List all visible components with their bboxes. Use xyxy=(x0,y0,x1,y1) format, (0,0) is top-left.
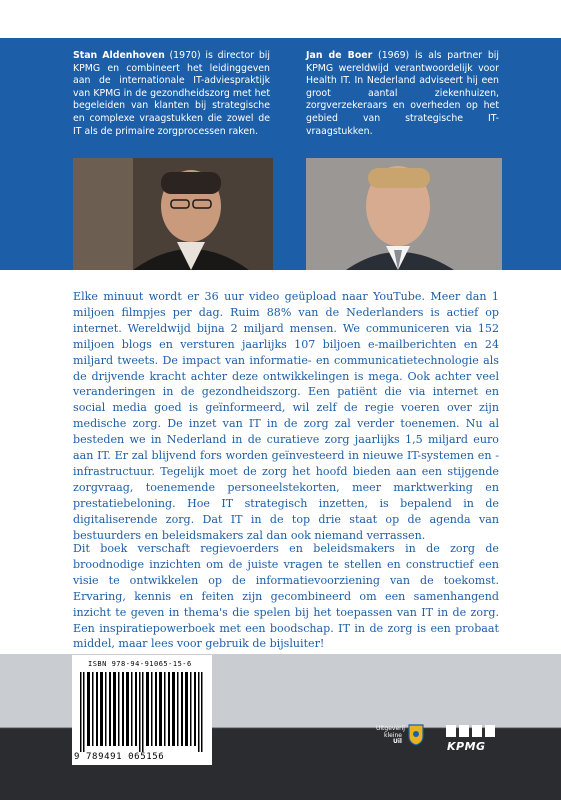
isbn-label: ISBN 978-94-91065-15-6 xyxy=(88,660,192,668)
author-name: Jan de Boer xyxy=(306,50,373,61)
publisher-line-1: Uitgeverij xyxy=(376,725,405,732)
blurb-paragraph-2: Dit boek verschaft regievoerders en beleidsmakers in de zorg de broodnodige inzichten om de juiste vragen te stellen en constructief een visie te ontwikkelen op de informatievoorziening van de toekomst. Ervaring, kennis en feiten zijn gecombineerd om een samenhangend inzicht te geven in thema's die spelen bij het toepassen van IT in de zorg. Een inspiratiepowerboek met een boodschap. IT in de zorg is een probaat middel, maar lees voor gebruik de bijsluiter! xyxy=(73,542,499,651)
kpmg-logo-text: KPMG xyxy=(447,740,486,753)
publisher-line-2: kleine xyxy=(384,731,402,739)
author-name: Stan Aldenhoven xyxy=(73,50,165,61)
blurb-paragraph-1: Elke minuut wordt er 36 uur video geüpload naar YouTube. Meer dan 1 miljoen filmpjes per dag. Ruim 88% van de Nederlanders is actief op internet. Wereldwijd bijna 2 miljard mensen. We communiceren via 152 miljoen blogs en versturen jaarlijks 107 biljoen e-mailberichten en 24 miljard tweets. De impact van informatie- en communicatietechnologie als de drijvende kracht achter deze ontwikkelingen is mega. Ook achter veel veranderingen in de gezondheidszorg. Een patiënt die via internet en social media goed is geïnformeerd, wil zelf de regie voeren over zijn medische zorg. De inzet van IT in de zorg zal verder toenemen. Nu al besteden we in Nederland in de curatieve zorg jaarlijks 1,5 miljard euro aan IT. Er zal blijvend fors worden geïnvesteerd in nieuwe IT-systemen en -infrastructuur. Tegelijk moet de zorg het hoofd bieden aan een stijgende zorgvraag, toenemende personeelstekorten, meer marktwerking en prestatiebeloning. Hoe IT strategisch inzetten, is bepalend in de digitaliserende zorg. Dat IT in de top drie staat op de agenda van bestuurders en beleidsmakers zal dan ook niemand verrassen. xyxy=(73,290,499,542)
author-bio-text: (1969) is als partner bij KPMG wereldwijd verantwoordelijk voor Health IT. In Nederland adviseert hij een groot aantal ziekenhuizen, zorgverzekeraars en overheden op het gebied van strategische IT-vraagstukken. xyxy=(306,50,500,137)
author-bio-text: (1970) is director bij KPMG en combineert het leidinggeven aan de internationale IT-adviespraktijk van KPMG in de gezondheidszorg met het begeleiden van klanten bij strategische en complexe vraagstukken die zowel de IT als de primaire zorgprocessen raken. xyxy=(73,50,270,137)
author-bio-jan xyxy=(306,50,499,138)
owl-shield-icon xyxy=(408,724,424,746)
author-photo-stan xyxy=(73,158,273,270)
barcode-icon xyxy=(80,672,204,752)
publisher-line-3: Uil xyxy=(393,738,402,745)
author-bio-stan xyxy=(73,50,270,138)
kpmg-squares-icon xyxy=(444,724,500,738)
barcode-number: 9 789491 065156 xyxy=(74,752,165,762)
publisher-logo-text xyxy=(376,725,405,746)
author-photo-jan xyxy=(306,158,502,270)
